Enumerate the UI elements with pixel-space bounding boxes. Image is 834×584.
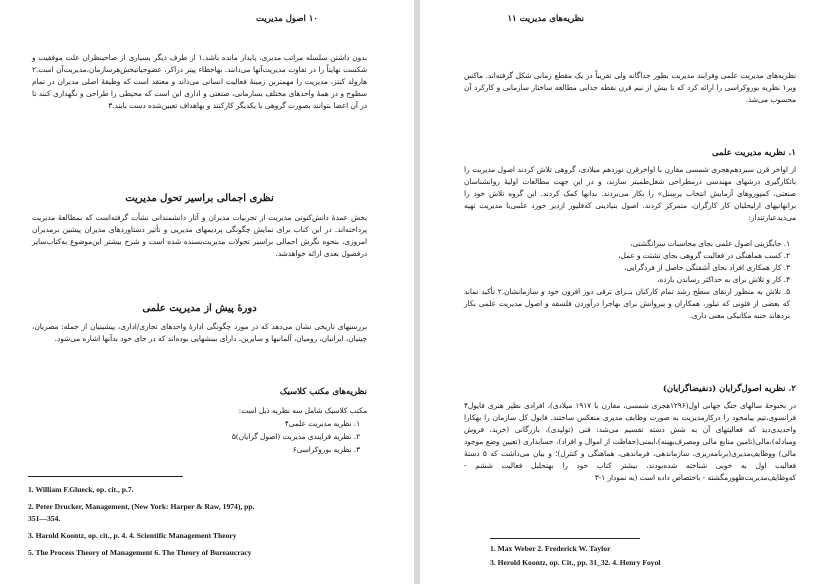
right-page: [420, 0, 834, 584]
page-header-left: ۱۰ اصول مدیریت: [256, 14, 318, 24]
principles-paragraph: در بحبوحهٔ سالهای جنگ جهانی اول(۱۲۹۶هجری شمسی، مقارن با ۱۹۱۷ میلادی)، افرادی نظیر هنری فایول۴ فرانسوی،تیم پیامخود را درکارمدیریت به صورت وظایف مدیری منعکس ساختند. فایول کل سازمان را بهکارا واحدیدی‌دید که فعالیتهای آن به شش دسته تقسیم می‌شد: فنی (تولیدی)، بازرگانی (خرید، فروش ومبادله)،مالی(تامین منابع مالی ومصرف‌بهینه)،ایمنی(حفاظت از اموال و افراد)، حسابداری (تعیین وضع موجود مالی) ووظایف‌مدیری(برنامه‌ریزی، سازماندهی، فرماندهی، هماهنگی و کنترل)؛ و بیان می‌داشت که ۵ دستهٔ فعالیت اول به خوبی شناخته شده‌بودند، بیشتر کتاب خود را بهتحلیل فعالیت ششم - که‌وظایف‌مدیریت‌ظهورمگشته - باختصاص داده است (به نمودار ۱-۳: [464, 401, 796, 482]
footnote: 3. Herold Koontz, op. Cit., pp. 31_32. 4. Henry Foyol: [490, 558, 661, 567]
footnote: 351—354.: [28, 514, 61, 523]
footnote: 5. The Process Theory of Management 6. The Theory of Bureaucracy: [28, 548, 252, 557]
list-item: ۴. کار و تلاش برای به حداکثر رساندن بازده،: [657, 275, 790, 284]
pre-scientific-paragraph: بررسیهای تاریخی نشان می‌دهد که در مورد چگونگی ادارهٔ واحدهای تجاری/اداری، پیشینیان از جمله: مصریان، چینیان، ایرانیان، رومیان، آلمانیها و سایرین، دارای بینشهایی بوده‌اند که در جای خود بدآنها اشاره می‌شود.: [32, 322, 367, 343]
scientific-paragraph: از اواخر قرن سیزدهم‌هجری شمسی مقارن با اواخرقرن نوزدهم میلادی، گروهی تلاش کردند اصول مدیریت را باتکارگیری درشهای مهندسی درمطراحی شغل‌طمیتر سازند، و در این جهت مطالعات اولیهٔ روانشناسان صنعتی، کمپوروهای آزمایش انتخاب پرسنل» را بکار می‌بردند. بدانها کمک کردند. این گروه تلاش خود را برانهانیهای ازلیحلیان کار کارگران، متمرکز کردند. اصول بنیادینی که‌فلیور ازدیر خورد علمی‌با مدیریت تهیه می‌دیدعبارتنداز:: [464, 165, 796, 222]
intro-paragraph: بدون داشتن سلسله مراتب مدیری، پایدار مانده باشد.۱ از طرف دیگر بسیاری از صاحبنظران علت موفقیت و شکست نهایتاً را در تفاوت مدیریت‌آنها می‌دانند. بهاحظاء پیتر دراکر، عضوحیاتبخش‌هرسازمان،مدیریت‌آن است.۲ هارولد کنتز، مدیریت را مهمترین زمینهٔ فعالیت انسانی می‌داند و معتقد است که وظیفهٔ اصلی مدیران در تمام سطوح و در همهٔ واحدهای مختلف بسازمانی، صنعتی و اداری این است که محیطی را طراحی و نگهداری کنند تا در آن اعضا بتوانند بصورت گروهی با یکدیگر کارکنند و بهاهداف تعیین‌شده دست یابند.۳: [32, 53, 368, 110]
footnote-rule: [490, 538, 640, 539]
list-item: ۲. نظریه فرایندی مدیریت (اصول گرایان)۵: [231, 432, 360, 441]
section-heading-overview: نظری اجمالی براسیر تحول مدیریت: [125, 193, 274, 204]
list-item: ۲. کسب هماهنگی در فعالیت گروهی بجای تشتت و عمل،: [618, 251, 790, 260]
list-item: ۳. کار همکاری افراد بجای آشفتگی حاصل از فردگرایی،: [624, 263, 790, 272]
list-item: ۵. تلاش به منظور ارتقای سطح رشد تمام کارکنان بــرای ترقی دوز افزون خود و سازمانشان.۲ تأکید نماند که بعضی از فئونی که تیلور، همکاران و پیروانش برای بهاجرا درآوردن فلسفه و اصول مدیریت علمی بکار بردهاند جنبه مکانیکی معنی داری.: [464, 287, 790, 320]
footnote: 3. Harold Koontz, op. cit., p. 4. 4. Scientific Management Theory: [28, 531, 237, 540]
classical-intro: مکتب کلاسیک شامل سه نظریه ذیل است:: [238, 406, 367, 415]
list-item: ۱. جایگزینی اصول علمی بجای محاسبات سرانگشتی،: [630, 239, 790, 248]
footnote: 1. Max Weber 2. Frederick W. Taylor: [490, 544, 611, 553]
section-heading-scientific: ۱. نظریه مدیریت علمی: [711, 148, 796, 158]
footnote: 2. Peter Drucker, Management, (New York: Harper & Raw, 1974), pp.: [28, 502, 255, 511]
section-heading-classical: نظریه‌های مکتب کلاسیک: [279, 387, 367, 397]
page-header-right: نظریه‌های مدیریت ۱۱: [507, 14, 584, 24]
footnote-rule: [28, 476, 183, 477]
section-heading-principles: ۲. نظریه اصول‌گرایان (دنفیضاگرایان): [662, 384, 796, 394]
list-item: ۳. نظریه بوروکراسی۶: [292, 445, 360, 454]
list-item: ۱. نظریه مدیریت علمی۴: [284, 419, 360, 428]
left-page: [0, 0, 414, 584]
footnote: 1. William F.Glueck, op. cit., p.7.: [28, 485, 134, 494]
intro-paragraph-right: نظریه‌های مدیریت علمی وفرایند مدیریت بطور جداگانه ولی تقریباً در یک مقطع زمانی شکل گرفته‌اند. ماکس وبر۱ نظریه بوروکراسی را ارائه کرد که تا بیش از نیم قرن نقطه جذابی مطالعه ساختار سازمانی و کارکرد آن محسوب می‌شد.: [464, 71, 796, 104]
section-heading-pre-scientific: دورهٔ پیش از مدیریت علمی: [142, 303, 257, 314]
overview-paragraph: بخش عمدهٔ دانش‌کنونی مدیریت از تجربیات مدیران و آثار دانشمندانی نشأت گرفته‌است که بمطالعهٔ مدیریت پرداخته‌اند. در این کتاب برای نمایش چگونگی پردیمهای مدیریی و تأثیر دستاوردهای مدیران پیشین برمدیران امروزی، بنحوه نگرش اجمالی براسیر تحولات مدیریت‌بسنده شده است و شرح بیشتر این‌موضوع به‌کتاب‌سایر درفصول بعدی ارائه خواهدشد.: [32, 213, 367, 258]
